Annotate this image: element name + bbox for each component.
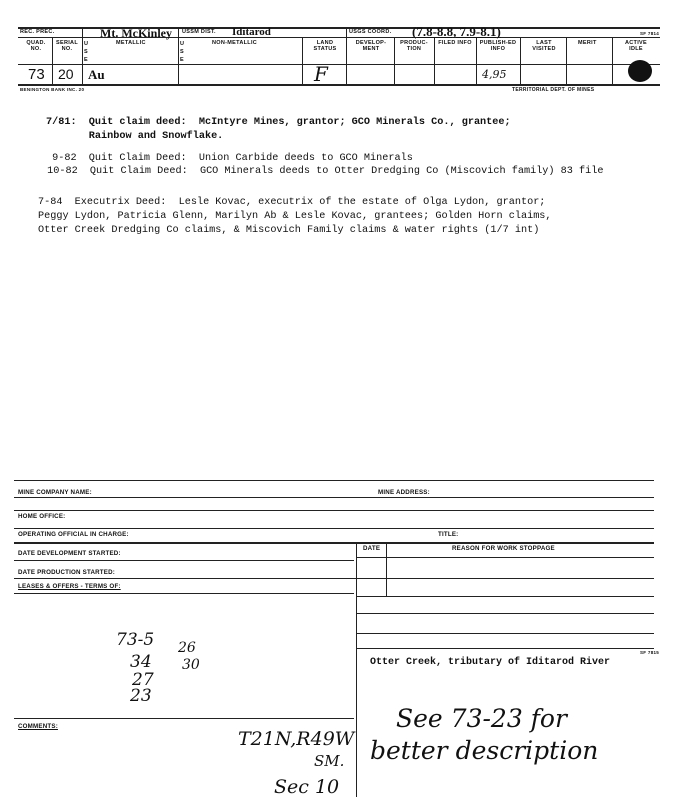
quad-no-label: QUAD. NO. <box>26 40 46 52</box>
entry-2-line-2: 10-82 Quit Claim Deed: GCO Minerals deeds to Otter Dredging Co (Miscovich family) 83 file <box>41 166 604 177</box>
rec-prec-label: REC. PREC. <box>20 29 55 35</box>
handwritten-see-note-2: better description <box>370 736 599 765</box>
handwritten-see-note-1: See 73-23 for <box>396 704 567 733</box>
date-dev-started-label: DATE DEVELOPMENT STARTED: <box>18 550 121 557</box>
merit-label: MERIT <box>578 40 597 46</box>
active-status-marker <box>628 60 652 82</box>
serial-no-value: 20 <box>58 66 74 82</box>
date-prod-started-label: DATE PRODUCTION STARTED: <box>18 569 116 576</box>
ussm-dist-label: USSM DIST. <box>182 29 216 35</box>
published-info-label: PUBLISH-ED INFO <box>479 40 517 52</box>
handwritten-sec: Sec 10 <box>274 776 340 798</box>
handwritten-number-3: 34 <box>130 652 152 672</box>
ussm-dist-value: Iditarod <box>232 26 271 38</box>
mine-company-name-label: MINE COMPANY NAME: <box>18 489 92 496</box>
usgs-coord-value: (7.8-8.8, 7.9-8.1) <box>412 24 501 39</box>
usgs-coord-label: USGS COORD. <box>349 29 392 35</box>
entry-3-line-3: Otter Creek Dredging Co claims, & Miscovich Family claims & water rights (1/7 int) <box>38 225 540 236</box>
entry-1-line-1: 7/81: Quit claim deed: McIntyre Mines, grantor; GCO Minerals Co., grantee; <box>46 117 511 128</box>
leases-offers-label: LEASES & OFFERS - TERMS OF: <box>18 583 121 590</box>
rec-prec-value: Mt. McKinley <box>100 26 172 40</box>
sf-code-top: SF 7814 <box>640 31 660 36</box>
active-idle-label: ACTIVE IDLE <box>625 40 647 52</box>
use-letters-2: U S E <box>180 41 185 63</box>
handwritten-sm: SM. <box>314 752 345 770</box>
production-label: PRODUC-TION <box>400 40 428 52</box>
land-status-value: F <box>314 62 328 86</box>
last-visited-label: LAST VISITED <box>532 40 556 52</box>
handwritten-number-1: 73-5 <box>116 630 155 650</box>
title-label: TITLE: <box>438 531 459 538</box>
operating-official-label: OPERATING OFFICIAL IN CHARGE: <box>18 531 129 538</box>
comments-label: COMMENTS: <box>18 723 58 730</box>
territorial-dept: TERRITORIAL DEPT. OF MINES <box>512 87 595 93</box>
home-office-label: HOME OFFICE: <box>18 513 66 520</box>
reason-stoppage-label: REASON FOR WORK STOPPAGE <box>452 545 555 552</box>
printer-credit: BENINGTON BANK INC. 20 <box>20 87 85 92</box>
handwritten-number-4: 30 <box>182 657 200 673</box>
land-status-label: LAND STATUS <box>313 40 337 52</box>
mine-address-label: MINE ADDRESS: <box>378 489 430 496</box>
development-label: DEVELOP-MENT <box>355 40 387 52</box>
handwritten-number-2: 26 <box>178 640 196 656</box>
entry-3-line-2: Peggy Lydon, Patricia Glenn, Marilyn Ab & Lesle Kovac, grantees; Golden Horn claims, <box>38 211 552 222</box>
metallic-label: METALLIC <box>116 40 146 46</box>
handwritten-number-5: 27 <box>132 670 154 690</box>
date-column-label: DATE <box>363 545 381 552</box>
entry-1-line-2: Rainbow and Snowflake. <box>46 131 224 142</box>
use-letters: U S E <box>84 41 89 63</box>
nonmetallic-label: NON-METALLIC <box>212 40 258 46</box>
typed-location: Otter Creek, tributary of Iditarod River <box>370 657 611 668</box>
published-info-value: 4,95 <box>482 68 507 81</box>
filed-info-label: FILED INFO <box>438 40 472 46</box>
sf-code-bottom: SF 7815 <box>640 650 660 655</box>
metallic-value: Au <box>88 67 105 82</box>
handwritten-number-6: 23 <box>130 686 152 706</box>
handwritten-township: T21N,R49W <box>238 728 355 750</box>
entry-3-line-1: 7-84 Executrix Deed: Lesle Kovac, executrix of the estate of Olga Lydon, grantor; <box>38 197 546 208</box>
entry-2-line-1: 9-82 Quit Claim Deed: Union Carbide deeds to GCO Minerals <box>46 153 413 164</box>
quad-no-value: 73 <box>28 66 45 83</box>
serial-no-label: SERIAL NO. <box>56 40 78 52</box>
